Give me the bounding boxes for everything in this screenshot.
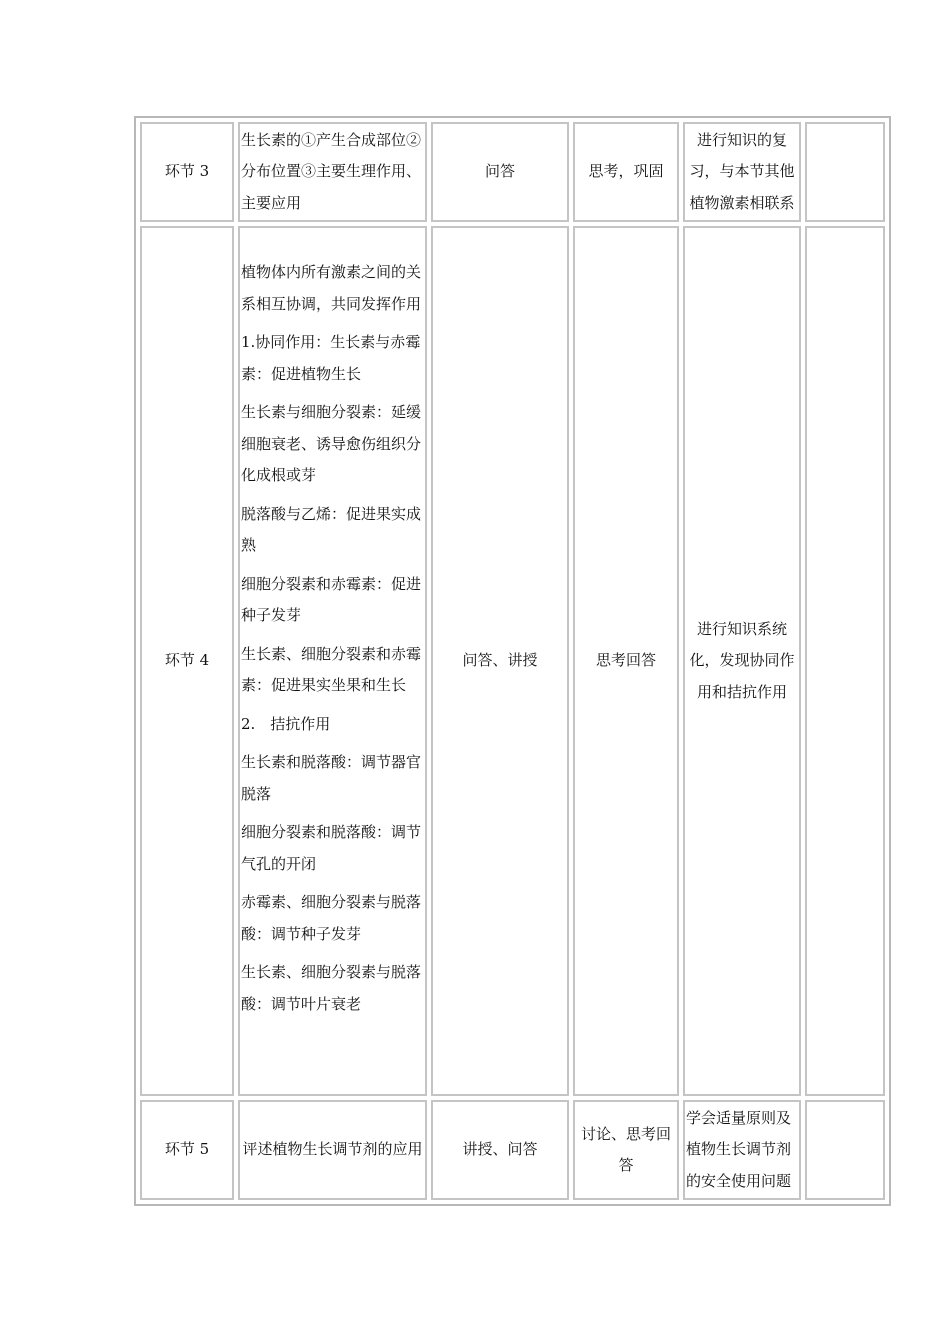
content-line: 生长素和脱落酸：调节器官脱落 [241, 753, 422, 803]
student-activity-cell: 讨论、思考回答 [573, 1100, 679, 1200]
design-intent-cell: 学会适量原则及植物生长调节剂的安全使用问题 [683, 1100, 801, 1200]
step-cell: 环节 4 [140, 226, 234, 1096]
content-lines [241, 255, 424, 1067]
empty-cell [805, 1100, 885, 1200]
content-line: 生长素、细胞分裂素和赤霉素：促进果实坐果和生长 [241, 644, 422, 694]
empty-cell [805, 122, 885, 222]
teacher-activity-cell: 问答 [431, 122, 569, 222]
design-intent-cell: 进行知识系统化，发现协同作用和拮抗作用 [683, 226, 801, 1096]
content-line: 赤霉素、细胞分裂素与脱落酸：调节种子发芽 [241, 893, 422, 943]
lesson-plan-table [134, 116, 891, 1206]
empty-cell [805, 226, 885, 1096]
student-activity-cell: 思考回答 [573, 226, 679, 1096]
teacher-activity-cell: 问答、讲授 [431, 226, 569, 1096]
content-cell: 生长素的①产生合成部位②分布位置③主要生理作用、主要应用 [238, 122, 427, 222]
table-row [140, 226, 885, 1096]
content-line: 细胞分裂素和脱落酸：调节气孔的开闭 [241, 823, 422, 873]
content-line: 脱落酸与乙烯：促进果实成熟 [241, 504, 422, 554]
design-intent-cell: 进行知识的复习，与本节其他植物激素相联系 [683, 122, 801, 222]
content-line: 生长素与细胞分裂素：延缓细胞衰老、诱导愈伤组织分化成根或芽 [241, 403, 422, 484]
content-line: 生长素、细胞分裂素与脱落酸：调节叶片衰老 [241, 963, 422, 1013]
teacher-activity-cell: 讲授、问答 [431, 1100, 569, 1200]
content-cell: 评述植物生长调节剂的应用 [238, 1100, 427, 1200]
step-cell: 环节 5 [140, 1100, 234, 1200]
content-line: 细胞分裂素和赤霉素：促进种子发芽 [241, 574, 422, 624]
table-row [140, 1100, 885, 1200]
table-row [140, 122, 885, 222]
content-line: 1.协同作用：生长素与赤霉素：促进植物生长 [241, 333, 421, 383]
content-line: 植物体内所有激素之间的关系相互协调，共同发挥作用 [241, 263, 422, 313]
step-cell: 环节 3 [140, 122, 234, 222]
student-activity-cell: 思考，巩固 [573, 122, 679, 222]
content-line: 2. 拮抗作用 [241, 714, 331, 733]
content-cell [238, 226, 427, 1096]
